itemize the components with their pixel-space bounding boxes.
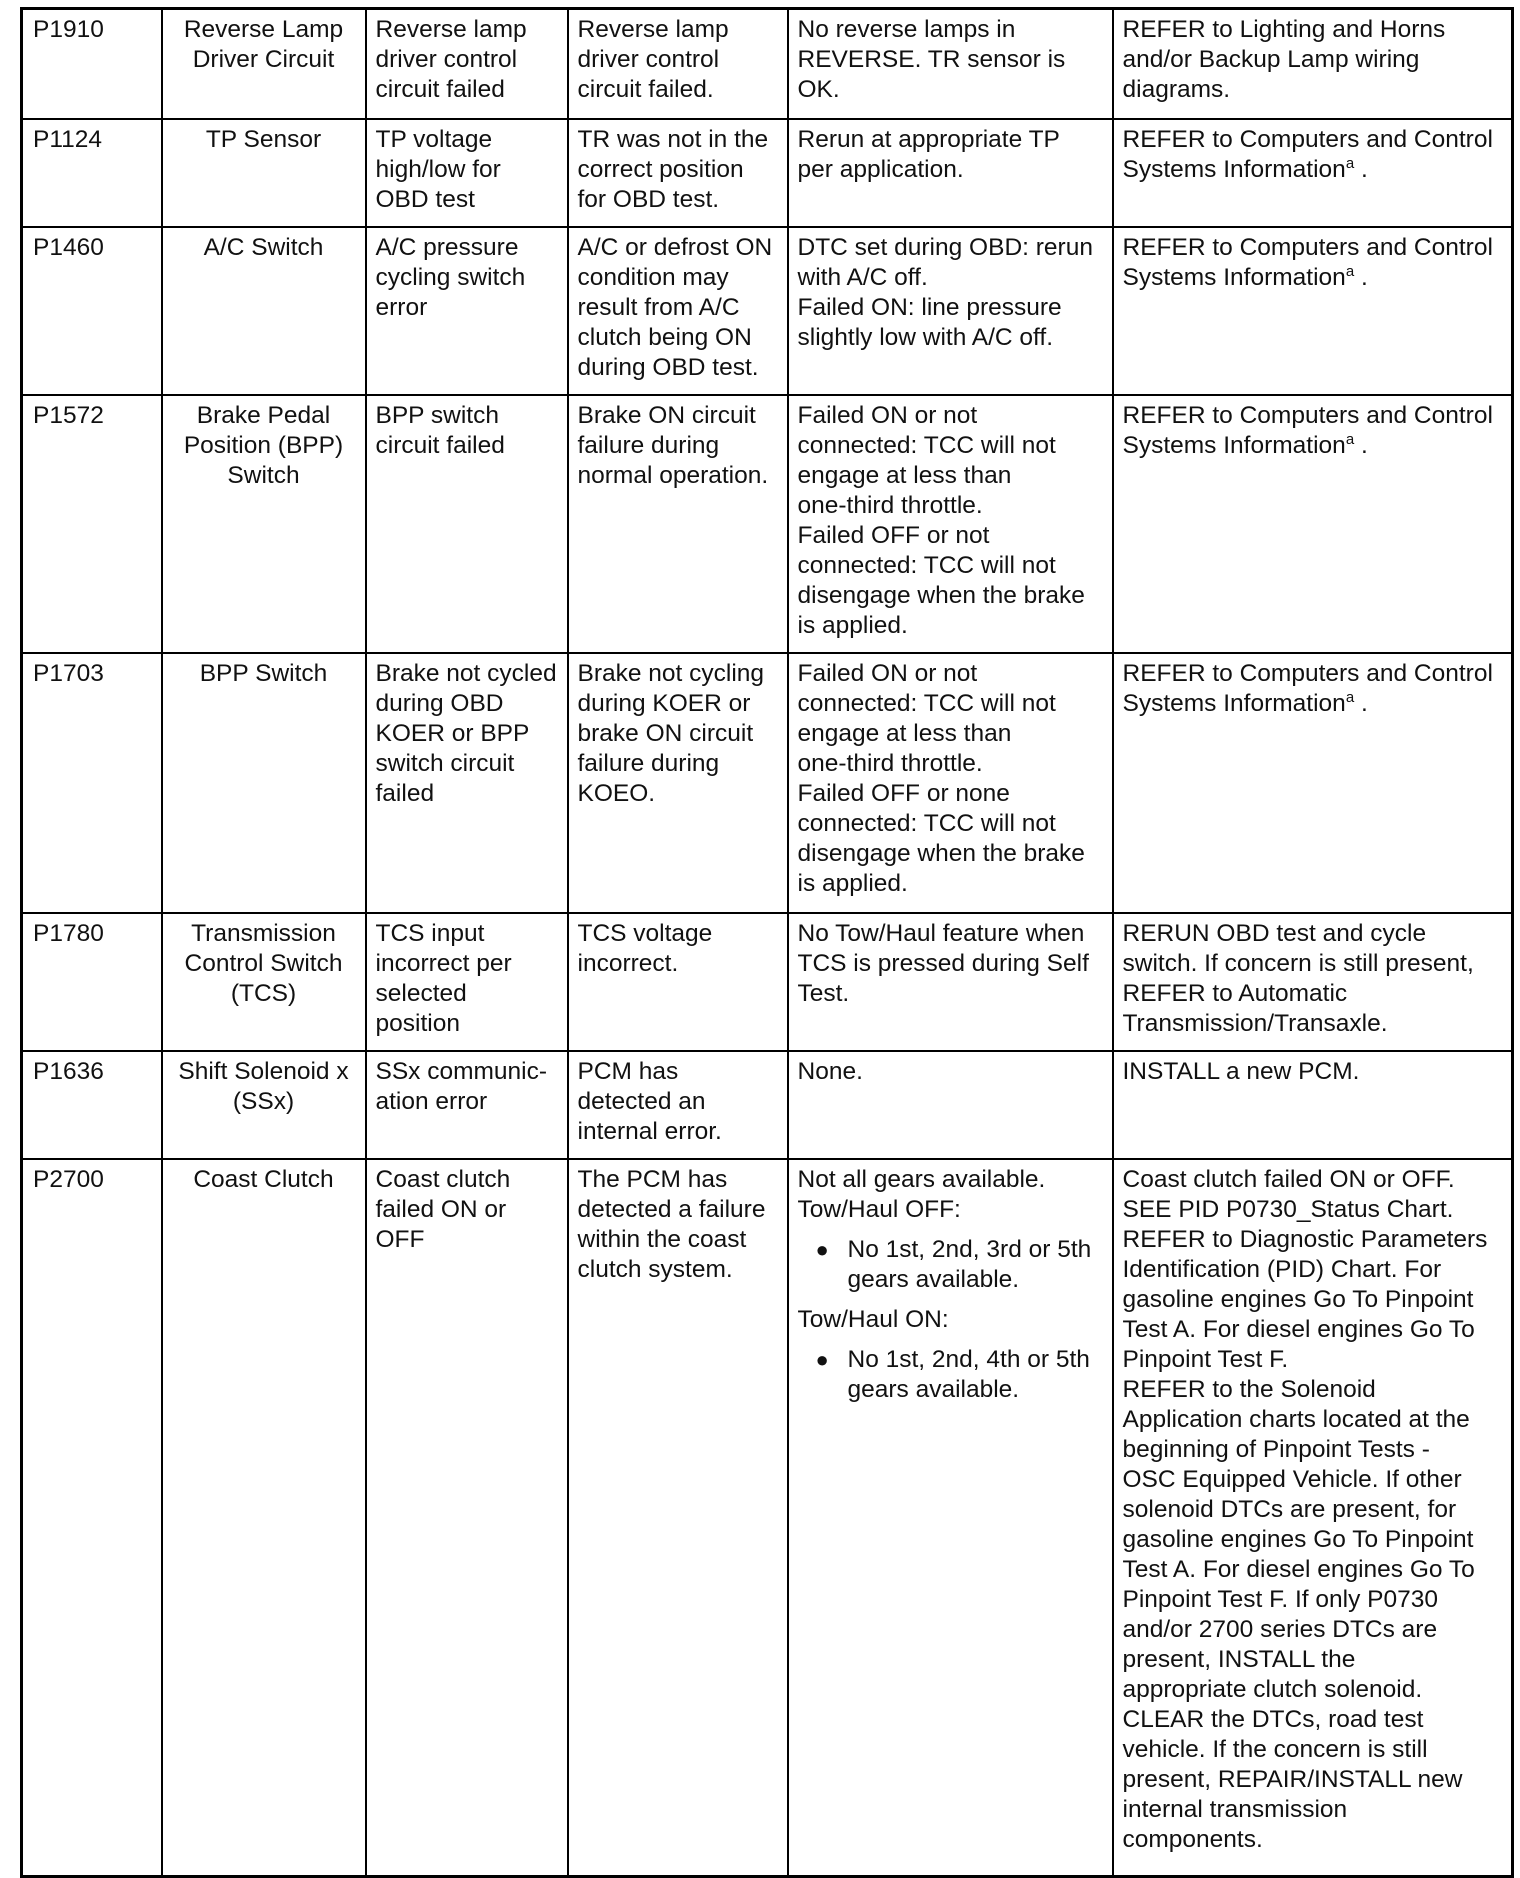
description-line: Brake not cycled xyxy=(375,659,557,687)
footnote-marker: a xyxy=(1345,154,1355,172)
symptom-line: Failed ON or not xyxy=(797,401,978,429)
action-cell xyxy=(1113,1159,1513,1877)
symptom-line: Failed OFF or none xyxy=(797,779,1010,807)
condition-line: incorrect. xyxy=(577,949,679,977)
symptom-line: OK. xyxy=(797,76,840,103)
bullet-item xyxy=(816,1235,1105,1295)
symptom-line: Rerun at appropriate TP xyxy=(797,125,1060,153)
description-line: high/low for xyxy=(375,155,501,183)
action-line: Pinpoint Test F. If only P0730 xyxy=(1122,1585,1439,1613)
bullet-list xyxy=(798,1345,1105,1405)
action-cell xyxy=(1113,227,1513,395)
action-line: present, REPAIR/INSTALL new xyxy=(1122,1765,1463,1793)
refer-link-text: Computers and Control xyxy=(1239,125,1493,153)
condition-line: for OBD test. xyxy=(577,185,720,213)
condition-cell xyxy=(568,395,788,653)
action-line: SEE PID P0730_Status Chart. xyxy=(1122,1195,1454,1223)
refer-prefix: REFER to xyxy=(1122,233,1240,261)
component-line: Transmission xyxy=(191,919,336,947)
dtc-code-cell xyxy=(22,227,162,395)
table-row xyxy=(22,653,1513,913)
action-line: present, INSTALL the xyxy=(1122,1645,1356,1673)
dtc-code: P1460 xyxy=(33,233,104,261)
condition-line: circuit failed. xyxy=(577,76,714,103)
symptom-line: REVERSE. TR sensor is xyxy=(797,46,1066,73)
condition-line: within the coast xyxy=(577,1225,747,1253)
action-cell xyxy=(1113,395,1513,653)
description-line: failed xyxy=(375,779,435,807)
bullet-line: No 1st, 2nd, 3rd or 5th xyxy=(847,1235,1092,1263)
refer-link-text: Computers and Control xyxy=(1239,401,1493,429)
description-line: cycling switch xyxy=(375,263,526,291)
symptom-cell xyxy=(788,913,1113,1051)
table-row xyxy=(22,119,1513,227)
refer-suffix: . xyxy=(1354,155,1368,183)
condition-cell xyxy=(568,9,788,119)
dtc-code-cell xyxy=(22,395,162,653)
description-line: KOER or BPP xyxy=(375,719,530,747)
action-line: Pinpoint Test F. xyxy=(1122,1345,1289,1373)
condition-line: detected a failure xyxy=(577,1195,766,1223)
component-line: Reverse Lamp xyxy=(183,16,344,43)
action-line: Coast clutch failed ON or OFF. xyxy=(1122,1165,1455,1193)
footnote-marker: a xyxy=(1345,688,1355,706)
table-row xyxy=(22,913,1513,1051)
dtc-code: P1780 xyxy=(33,919,104,947)
dtc-code: P1703 xyxy=(33,659,104,687)
action-line: diagrams. xyxy=(1122,76,1231,103)
symptom-line: slightly low with A/C off. xyxy=(797,323,1054,351)
condition-cell xyxy=(568,119,788,227)
symptom-line: connected: TCC will not xyxy=(797,551,1056,579)
symptom-line: is applied. xyxy=(797,869,908,897)
action-line: INSTALL a new PCM. xyxy=(1122,1057,1360,1085)
refer-suffix: . xyxy=(1354,263,1368,291)
condition-line: KOEO. xyxy=(577,779,656,807)
action-line: Application charts located at the xyxy=(1122,1405,1470,1433)
condition-line: failure during xyxy=(577,749,720,777)
description-line: circuit failed xyxy=(375,76,505,103)
description-cell xyxy=(366,227,568,395)
bullet-line: gears available. xyxy=(847,1265,1020,1293)
symptom-line: disengage when the brake xyxy=(797,581,1085,609)
description-line: SSx communic- xyxy=(375,1057,548,1085)
component-cell xyxy=(162,913,366,1051)
refer-prefix: REFER to xyxy=(1122,659,1240,687)
component-line: Position (BPP) xyxy=(183,431,344,459)
description-line: failed ON or xyxy=(375,1195,507,1223)
refer-prefix: REFER to xyxy=(1122,125,1240,153)
dtc-code-cell xyxy=(22,653,162,913)
table-row xyxy=(22,395,1513,653)
action-cell xyxy=(1113,9,1513,119)
description-line: error xyxy=(375,293,428,321)
dtc-code: P1910 xyxy=(33,16,104,43)
dtc-code: P1636 xyxy=(33,1057,104,1085)
symptom-line: connected: TCC will not xyxy=(797,431,1056,459)
component-cell xyxy=(162,1159,366,1877)
description-line: circuit failed xyxy=(375,431,505,459)
refer-line xyxy=(1123,155,1505,185)
action-line: REFER to Lighting and Horns xyxy=(1122,16,1446,43)
symptom-line: per application. xyxy=(797,155,964,183)
symptom-line: Tow/Haul ON: xyxy=(797,1305,949,1333)
symptom-line: engage at less than xyxy=(797,719,1012,747)
symptom-line: disengage when the brake xyxy=(797,839,1085,867)
component-cell xyxy=(162,227,366,395)
action-line: components. xyxy=(1122,1825,1263,1853)
refer-line xyxy=(1123,263,1505,293)
symptom-line: connected: TCC will not xyxy=(797,809,1056,837)
action-line: and/or Backup Lamp wiring xyxy=(1122,46,1420,73)
bullet-item xyxy=(816,1345,1105,1405)
description-cell xyxy=(366,395,568,653)
refer-link-text: Computers and Control xyxy=(1239,659,1493,687)
action-cell xyxy=(1113,119,1513,227)
dtc-code-cell xyxy=(22,119,162,227)
bullet-list xyxy=(798,1235,1105,1295)
symptom-line: one-third throttle. xyxy=(797,491,983,519)
action-line: gasoline engines Go To Pinpoint xyxy=(1122,1525,1474,1553)
component-line: (SSx) xyxy=(232,1087,295,1115)
description-line: A/C pressure xyxy=(375,233,519,261)
action-line: beginning of Pinpoint Tests - xyxy=(1122,1435,1430,1463)
condition-line: TR was not in the xyxy=(577,125,769,153)
refer-line xyxy=(1123,689,1505,719)
symptom-cell xyxy=(788,9,1113,119)
action-cell xyxy=(1113,653,1513,913)
component-cell xyxy=(162,9,366,119)
refer-suffix: . xyxy=(1354,431,1368,459)
component-line: TP Sensor xyxy=(205,125,322,153)
description-cell xyxy=(366,653,568,913)
symptom-line: DTC set during OBD: rerun xyxy=(797,233,1093,261)
component-line: Shift Solenoid x xyxy=(178,1057,349,1085)
action-line: Identification (PID) Chart. For xyxy=(1122,1255,1442,1283)
description-line: during OBD xyxy=(375,689,504,717)
description-line: Reverse lamp xyxy=(375,16,527,43)
condition-line: internal error. xyxy=(577,1117,722,1145)
action-line: REFER to Automatic xyxy=(1122,979,1348,1007)
symptom-cell xyxy=(788,1051,1113,1159)
symptom-line: Failed ON or not xyxy=(797,659,978,687)
condition-line: A/C or defrost ON xyxy=(577,233,773,261)
condition-line: clutch being ON xyxy=(577,323,752,351)
dtc-code: P1124 xyxy=(33,125,103,153)
dtc-code-cell xyxy=(22,913,162,1051)
description-line: selected xyxy=(375,979,467,1007)
condition-line: condition may xyxy=(577,263,729,291)
bullet-icon: ● xyxy=(815,1346,829,1372)
table-row xyxy=(22,9,1513,119)
description-line: OBD test xyxy=(375,185,475,213)
symptom-line: is applied. xyxy=(797,611,908,639)
symptom-cell xyxy=(788,653,1113,913)
dtc-code-cell xyxy=(22,9,162,119)
condition-cell xyxy=(568,1051,788,1159)
description-line: incorrect per xyxy=(375,949,512,977)
bullet-line: No 1st, 2nd, 4th or 5th xyxy=(847,1345,1090,1373)
condition-line: Brake ON circuit xyxy=(577,401,756,429)
symptom-line: TCS is pressed during Self xyxy=(797,949,1089,977)
action-line: Test A. For diesel engines Go To xyxy=(1122,1555,1475,1583)
condition-line: Reverse lamp xyxy=(577,16,729,43)
action-cell xyxy=(1113,913,1513,1051)
action-line: REFER to Diagnostic Parameters xyxy=(1122,1225,1488,1253)
condition-cell xyxy=(568,227,788,395)
action-line: CLEAR the DTCs, road test xyxy=(1122,1705,1424,1733)
action-line: Transmission/Transaxle. xyxy=(1122,1009,1388,1037)
condition-line: Brake not cycling xyxy=(577,659,765,687)
refer-line xyxy=(1123,659,1505,689)
description-line: TCS input xyxy=(375,919,485,947)
condition-line: TCS voltage xyxy=(577,919,713,947)
component-cell xyxy=(162,119,366,227)
refer-link-text: Systems Information xyxy=(1122,263,1346,291)
action-line: RERUN OBD test and cycle xyxy=(1122,919,1427,947)
footnote-marker: a xyxy=(1345,430,1355,448)
symptom-line: Not all gears available. xyxy=(797,1165,1046,1193)
refer-link-text: Systems Information xyxy=(1122,431,1346,459)
symptom-cell xyxy=(788,227,1113,395)
refer-link-text: Systems Information xyxy=(1122,689,1346,717)
dtc-code-cell xyxy=(22,1159,162,1877)
action-line: Test A. For diesel engines Go To xyxy=(1122,1315,1475,1343)
component-line: Coast Clutch xyxy=(193,1165,334,1193)
condition-cell xyxy=(568,1159,788,1877)
dtc-table-body xyxy=(22,9,1513,1877)
dtc-code: P2700 xyxy=(33,1165,104,1193)
component-cell xyxy=(162,653,366,913)
condition-line: correct position xyxy=(577,155,744,183)
symptom-cell xyxy=(788,119,1113,227)
symptom-line: No Tow/Haul feature when xyxy=(797,919,1085,947)
refer-link-text: Computers and Control xyxy=(1239,233,1493,261)
bullet-line: gears available. xyxy=(847,1375,1020,1403)
refer-line xyxy=(1123,125,1505,155)
dtc-table xyxy=(20,7,1514,1878)
symptom-cell xyxy=(788,395,1113,653)
description-line: BPP switch xyxy=(375,401,499,429)
symptom-line: Failed ON: line pressure xyxy=(797,293,1062,321)
table-row xyxy=(22,227,1513,395)
description-line: ation error xyxy=(375,1087,488,1115)
dtc-code-cell xyxy=(22,1051,162,1159)
refer-link-text: Systems Information xyxy=(1122,155,1346,183)
symptom-line: Tow/Haul OFF: xyxy=(797,1195,961,1223)
refer-suffix: . xyxy=(1354,689,1368,717)
footnote-marker: a xyxy=(1345,262,1355,280)
refer-prefix: REFER to xyxy=(1122,401,1240,429)
description-cell xyxy=(366,1159,568,1877)
refer-line xyxy=(1123,401,1505,431)
symptom-line: engage at less than xyxy=(797,461,1012,489)
condition-line: brake ON circuit xyxy=(577,719,754,747)
description-line: TP voltage xyxy=(375,125,493,153)
refer-line xyxy=(1123,431,1505,461)
component-line: BPP Switch xyxy=(199,659,328,687)
component-line: Switch xyxy=(227,461,300,489)
action-line: switch. If concern is still present, xyxy=(1122,949,1474,977)
symptom-line: with A/C off. xyxy=(797,263,928,291)
dtc-code: P1572 xyxy=(33,401,104,429)
description-line: switch circuit xyxy=(375,749,515,777)
symptom-line: one-third throttle. xyxy=(797,749,983,777)
description-cell xyxy=(366,9,568,119)
action-cell xyxy=(1113,1051,1513,1159)
description-cell xyxy=(366,1051,568,1159)
symptom-line: Failed OFF or not xyxy=(797,521,990,549)
condition-line: PCM has xyxy=(577,1057,679,1085)
condition-line: normal operation. xyxy=(577,461,769,489)
action-line: OSC Equipped Vehicle. If other xyxy=(1122,1465,1462,1493)
description-cell xyxy=(366,119,568,227)
symptom-cell xyxy=(788,1159,1113,1877)
symptom-line: None. xyxy=(797,1057,863,1085)
component-line: Driver Circuit xyxy=(192,46,335,73)
component-line: (TCS) xyxy=(230,979,297,1007)
component-line: Brake Pedal xyxy=(196,401,331,429)
table-row xyxy=(22,1051,1513,1159)
condition-line: driver control xyxy=(577,46,720,73)
condition-line: clutch system. xyxy=(577,1255,733,1283)
condition-line: The PCM has xyxy=(577,1165,728,1193)
condition-line: result from A/C xyxy=(577,293,740,321)
bullet-icon: ● xyxy=(815,1236,829,1262)
condition-line: during OBD test. xyxy=(577,353,759,381)
component-line: A/C Switch xyxy=(203,233,324,261)
action-line: gasoline engines Go To Pinpoint xyxy=(1122,1285,1474,1313)
symptom-line: connected: TCC will not xyxy=(797,689,1056,717)
condition-line: failure during xyxy=(577,431,720,459)
condition-cell xyxy=(568,653,788,913)
symptom-line: Test. xyxy=(797,979,850,1007)
component-line: Control Switch xyxy=(184,949,343,977)
condition-cell xyxy=(568,913,788,1051)
condition-line: during KOER or xyxy=(577,689,751,717)
description-line: OFF xyxy=(375,1225,425,1253)
component-cell xyxy=(162,1051,366,1159)
action-line: solenoid DTCs are present, for xyxy=(1122,1495,1457,1523)
description-line: Coast clutch xyxy=(375,1165,511,1193)
refer-line xyxy=(1123,233,1505,263)
action-line: and/or 2700 series DTCs are xyxy=(1122,1615,1438,1643)
table-row xyxy=(22,1159,1513,1877)
action-line: internal transmission xyxy=(1122,1795,1348,1823)
description-line: driver control xyxy=(375,46,518,73)
component-cell xyxy=(162,395,366,653)
action-line: REFER to the Solenoid xyxy=(1122,1375,1376,1403)
action-line: appropriate clutch solenoid. xyxy=(1122,1675,1423,1703)
condition-line: detected an xyxy=(577,1087,706,1115)
description-cell xyxy=(366,913,568,1051)
action-line: vehicle. If the concern is still xyxy=(1122,1735,1428,1763)
description-line: position xyxy=(375,1009,460,1037)
symptom-line: No reverse lamps in xyxy=(797,16,1016,43)
